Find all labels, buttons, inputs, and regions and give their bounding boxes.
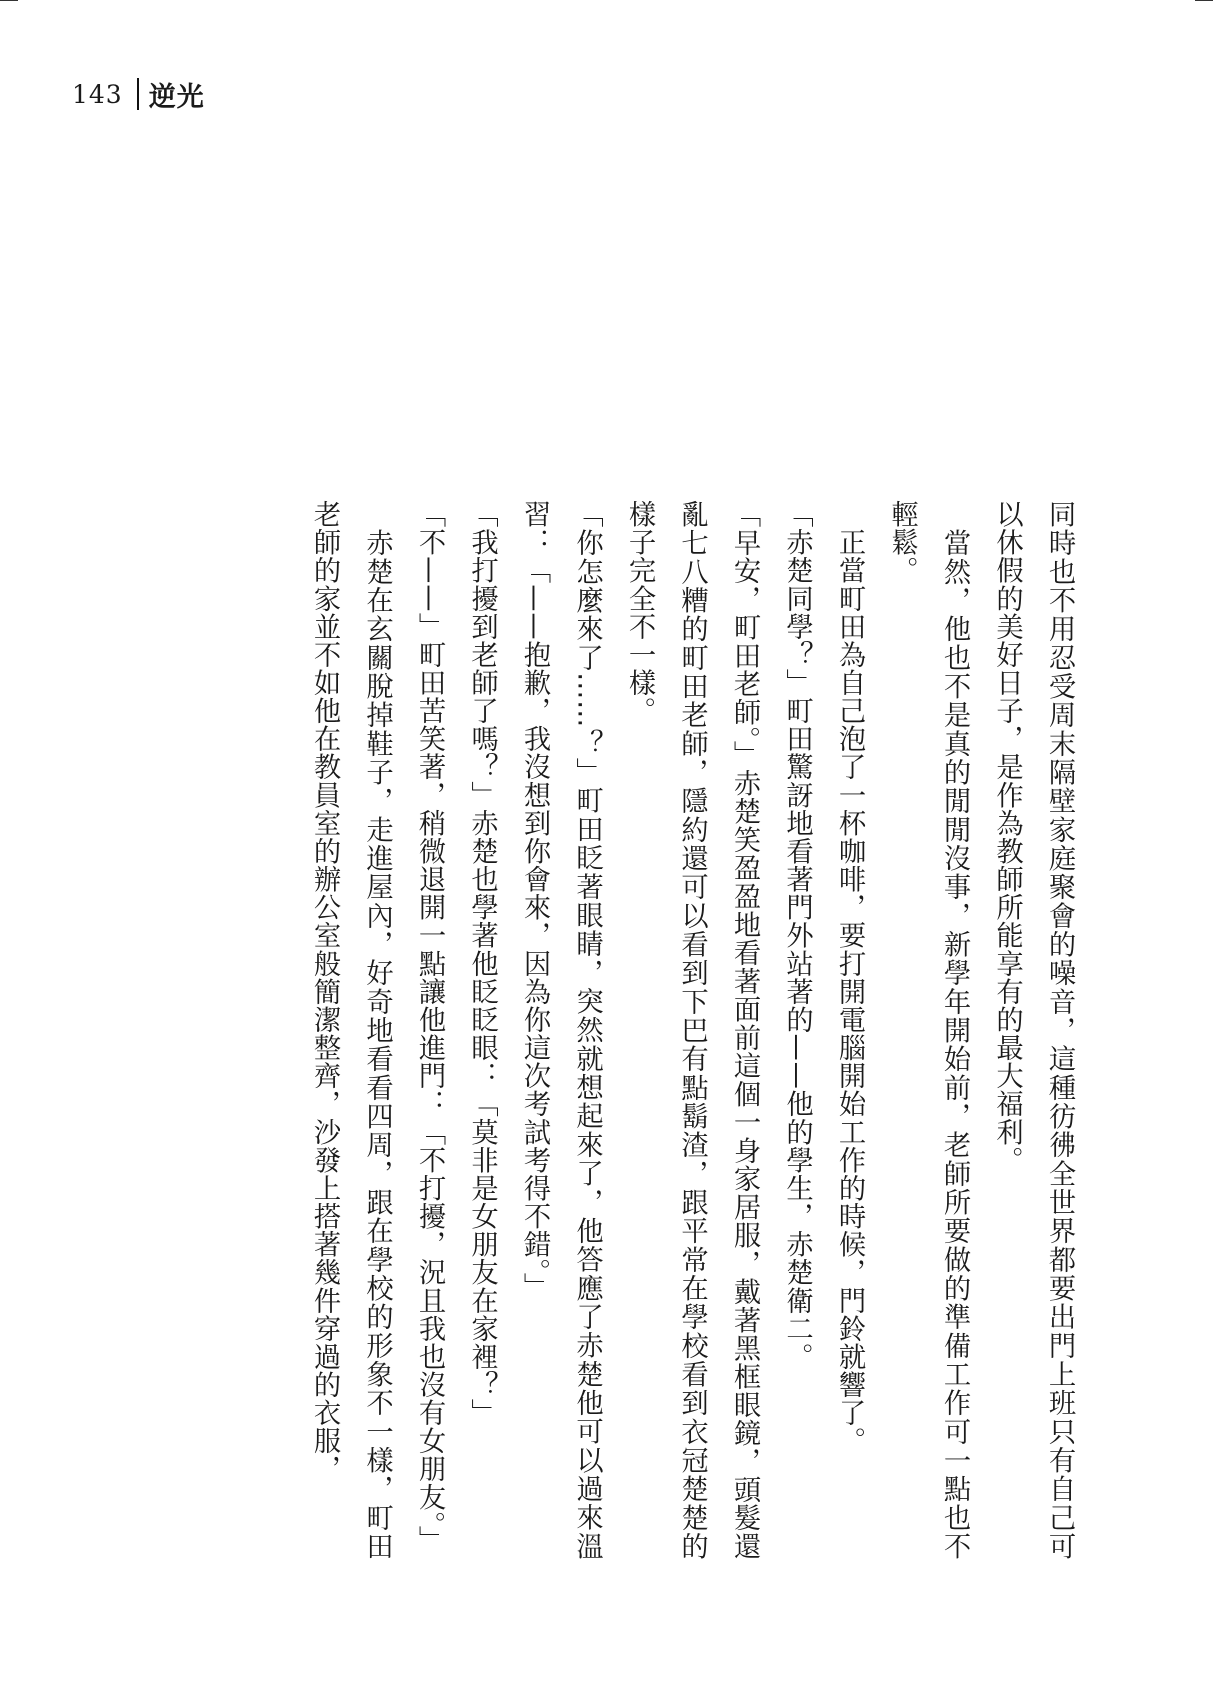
paragraph: 赤楚在玄關脫掉鞋子，走進屋內，好奇地看看四周，跟在學校的形象不一樣，町田老師的家並不如他在教員室的辦公室般簡潔整齊，沙發上搭著幾件穿過的衣服， xyxy=(309,500,393,1560)
paragraph: 正當町田為自己泡了一杯咖啡，要打開電腦開始工作的時候，門鈴就響了。 xyxy=(834,500,865,1455)
crop-mark-left xyxy=(0,0,18,1)
vertical-body-text xyxy=(155,500,1085,1560)
paragraph: 「赤楚同學？」町田驚訝地看著門外站著的——他的學生，赤楚衛二。 xyxy=(781,500,813,1371)
paragraph: 「早安，町田老師。」赤楚笑盈盈地看著面前這個一身家居服，戴著黑框眼鏡，頭髮還亂七八糟的町田老師，隱約還可以看到下巴有點鬍渣，跟平常在學校看到衣冠楚楚的樣子完全不一樣。 xyxy=(624,500,760,1560)
paragraph: 當然，他也不是真的閒閒沒事，新學年開始前，老師所要做的準備工作可一點也不輕鬆。 xyxy=(886,500,970,1560)
book-title: 逆光 xyxy=(148,81,205,113)
header-divider xyxy=(137,78,139,110)
page-number: 143 xyxy=(72,79,123,109)
paragraph: 同時也不用忍受周末隔壁家庭聚會的噪音，這種彷彿全世界都要出門上班只有自己可以休假的美好日子，是作為教師所能享有的最大福利。 xyxy=(991,500,1075,1560)
crop-mark-right xyxy=(1195,0,1213,1)
paragraph: 「不——」町田苦笑著，稍微退開一點讓他進門：「不打擾，況且我也沒有女朋友。」 xyxy=(414,500,445,1554)
running-header xyxy=(72,74,205,114)
paragraph: 「你怎麼來了……？」町田眨著眼睛，突然就想起來了，他答應了赤楚他可以過來溫習：「——抱歉，我沒想到你會來，因為你這次考試考得不錯。」 xyxy=(519,500,603,1560)
paragraph: 「我打擾到老師了嗎？」赤楚也學著他眨眨眼：「莫非是女朋友在家裡？」 xyxy=(466,500,498,1427)
